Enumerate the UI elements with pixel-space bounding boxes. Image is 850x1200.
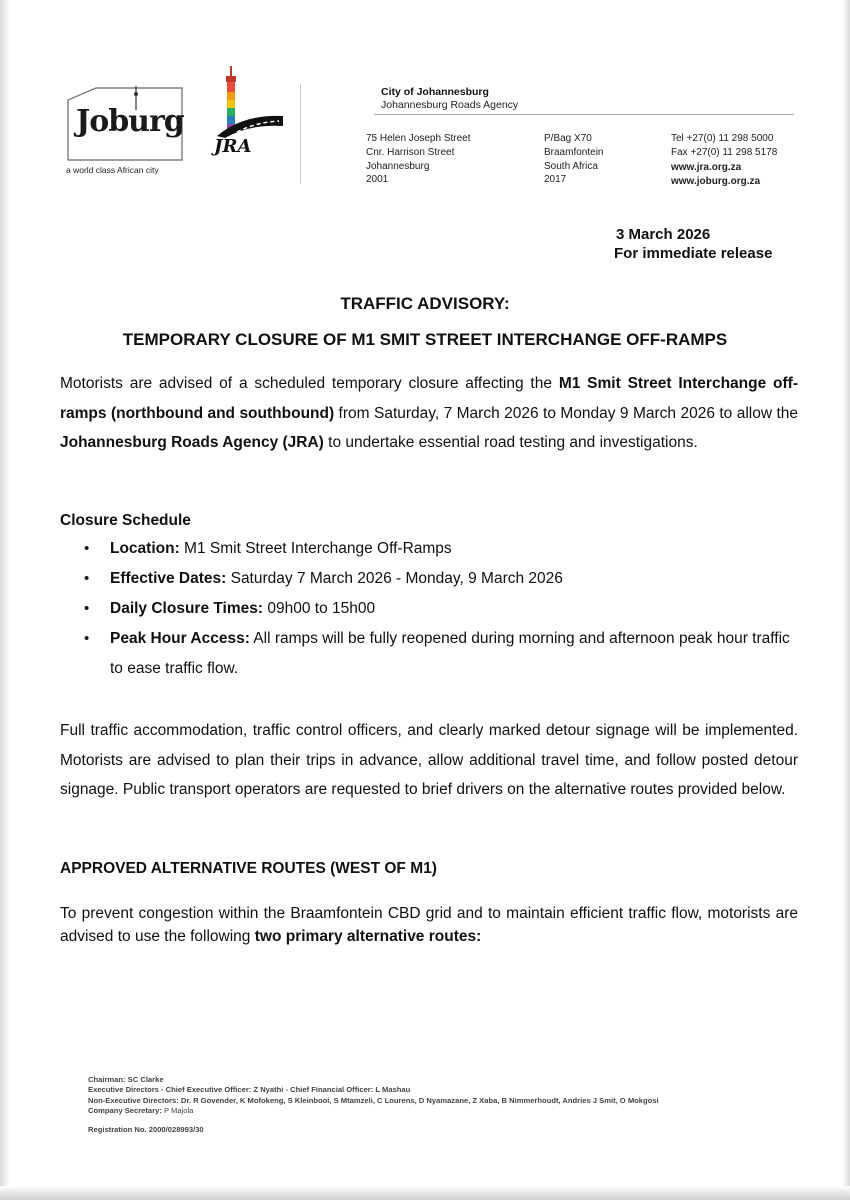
- footer-label: Company Secretary:: [88, 1106, 162, 1116]
- schedule-label: Effective Dates:: [110, 570, 227, 587]
- intro-text: Motorists are advised of a scheduled temporary closure affecting the: [60, 375, 559, 392]
- postal-address-line: 2017: [544, 174, 567, 186]
- intro-text: to undertake essential road testing and investigations.: [323, 434, 698, 451]
- postal-address-line: P/Bag X70: [544, 133, 592, 144]
- footer-exec-directors: [88, 1085, 748, 1095]
- release-date: 3 March 2026: [616, 226, 711, 243]
- tagline: a world class African city: [66, 165, 159, 175]
- postal-address: [544, 132, 603, 187]
- contact-details: [671, 132, 777, 189]
- schedule-list: [60, 534, 800, 684]
- footer-label: Non-Executive Directors:: [88, 1095, 179, 1105]
- joburg-logo: [66, 82, 184, 162]
- page-edge-left: [0, 0, 10, 1200]
- intro-paragraph: [60, 369, 798, 458]
- postal-address-line: South Africa: [544, 160, 598, 172]
- schedule-value: 09h00 to 15h00: [263, 600, 376, 617]
- footer-chairman: [88, 1075, 748, 1085]
- schedule-item-peak-access: [60, 624, 800, 684]
- org-subtitle: Johannesburg Roads Agency: [381, 99, 519, 111]
- jra-website-link[interactable]: www.jra.org.za: [671, 161, 742, 173]
- footer: [88, 1075, 748, 1135]
- schedule-label: Location:: [110, 540, 180, 557]
- jra-logo-text: JRA: [214, 136, 252, 157]
- routes-text: To prevent congestion within the Braamfontein CBD grid and to maintain efficient traffic flow, motorists are advised to use the following: [60, 905, 798, 945]
- routes-bold: two primary alternative routes:: [254, 928, 482, 945]
- street-address: [366, 132, 471, 187]
- footer-value: Chief Executive Officer: Z Nyathi - Chief Financial Officer: L Mashau: [163, 1085, 411, 1095]
- footer-label: Chairman:: [88, 1075, 126, 1084]
- footer-value: P Majola: [161, 1106, 194, 1116]
- joburg-logo-text: Joburg: [76, 104, 184, 139]
- fax-number: Fax +27(0) 11 298 5178: [671, 146, 778, 158]
- page-edge-right: [842, 0, 850, 1200]
- street-address-line: 2001: [366, 174, 389, 186]
- schedule-item-times: [60, 594, 800, 624]
- footer-label: Executive Directors -: [88, 1085, 164, 1095]
- schedule-heading: Closure Schedule: [60, 512, 191, 529]
- intro-bold-jra: Johannesburg Roads Agency (JRA): [60, 434, 324, 451]
- advisory-title: TRAFFIC ADVISORY:: [340, 294, 510, 313]
- street-address-line: Cnr. Harrison Street: [366, 146, 455, 158]
- org-name: City of Johannesburg: [381, 86, 489, 98]
- street-address-line: Johannesburg: [366, 160, 430, 172]
- schedule-value: All ramps will be fully reopened during morning and afternoon peak hour traffic to ease traffic flow.: [110, 630, 790, 677]
- intro-text: from Saturday, 7 March 2026 to Monday 9 March 2026 to allow the: [334, 404, 798, 422]
- org-rule: [374, 114, 794, 115]
- routes-heading: APPROVED ALTERNATIVE ROUTES (WEST OF M1): [60, 860, 437, 877]
- footer-registration: Registration No. 2000/028993/30: [88, 1124, 204, 1134]
- schedule-item-location: [60, 534, 800, 564]
- footer-nonexec-directors: [88, 1096, 748, 1106]
- page-edge-bottom: [0, 1186, 850, 1200]
- traffic-accommodation-paragraph: Full traffic accommodation, traffic control officers, and clearly marked detour signage will be implemented. Motorists are advised to plan their trips in advance, allow additional travel time, and follow posted detour signage. Public transport operators are requested to brief drivers on the alternative routes provided below.: [60, 722, 798, 798]
- street-address-line: 75 Helen Joseph Street: [366, 133, 471, 144]
- routes-paragraph: [60, 902, 798, 948]
- header-divider: [300, 84, 301, 184]
- footer-secretary: [88, 1106, 748, 1116]
- schedule-label: Daily Closure Times:: [110, 600, 264, 617]
- joburg-website-link[interactable]: www.joburg.org.za: [671, 176, 761, 188]
- advisory-subtitle: TEMPORARY CLOSURE OF M1 SMIT STREET INTERCHANGE OFF-RAMPS: [122, 330, 728, 349]
- schedule-value: Saturday 7 March 2026 - Monday, 9 March 2026: [226, 570, 563, 587]
- release-note: For immediate release: [614, 245, 773, 262]
- tel-number: Tel +27(0) 11 298 5000: [671, 133, 774, 144]
- schedule-value: M1 Smit Street Interchange Off-Ramps: [179, 540, 452, 557]
- postal-address-line: Braamfontein: [544, 146, 604, 158]
- intro-bold-ramps: M1 Smit Street Interchange off-ramps (northbound and southbound): [60, 375, 798, 422]
- footer-value: SC Clarke: [125, 1075, 164, 1084]
- schedule-label: Peak Hour Access:: [110, 630, 250, 647]
- footer-value: Dr. R Govender, K Mofokeng, S Kleinbooi, S Mtamzeli, C Lourens, D Nyamazane, Z Xaba, B Nimmerhoudt, Andries J Smit, O Mokgosi: [178, 1095, 659, 1105]
- schedule-item-dates: [60, 564, 800, 594]
